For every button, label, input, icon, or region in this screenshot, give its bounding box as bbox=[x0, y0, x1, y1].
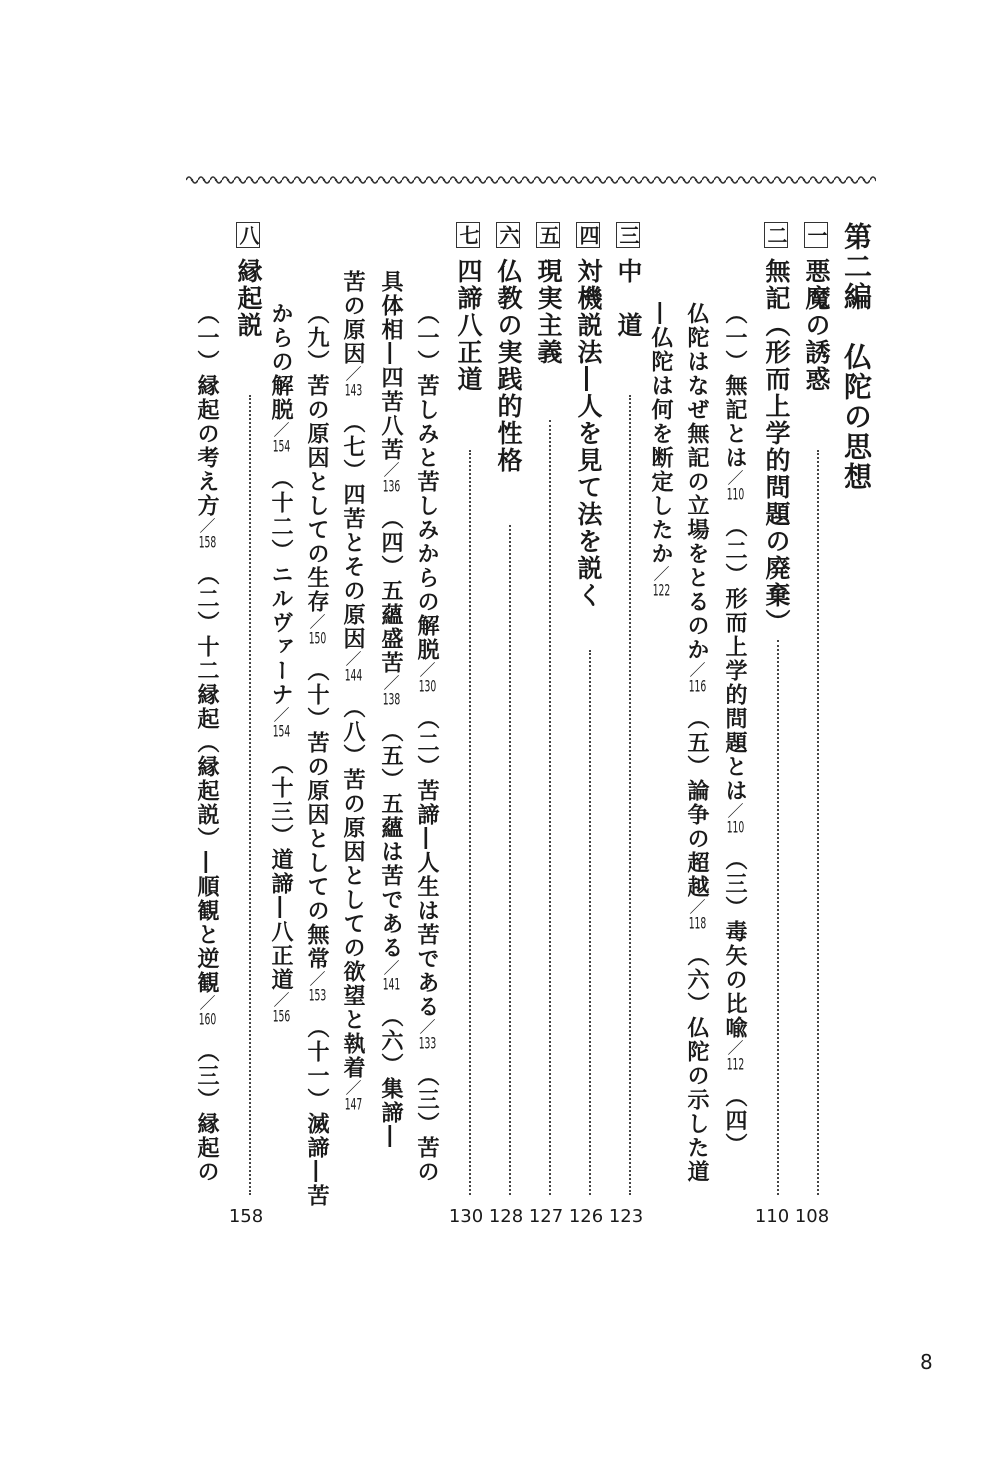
chapter-number: 七 bbox=[456, 222, 480, 248]
chapter-3[interactable] bbox=[616, 222, 641, 339]
page-number: 158 bbox=[228, 1206, 264, 1227]
chapter-title: 仏教の実践的性格 bbox=[494, 258, 523, 474]
subentry-line: 仏陀はなぜ無記の立場をとるのか／116 （五）論争の超越／118 （六）仏陀の示した道 bbox=[684, 302, 710, 1184]
page-number: 123 bbox=[608, 1206, 644, 1227]
decorative-border bbox=[186, 172, 876, 188]
chapter-title: 対機説法―人を見て法を説く bbox=[574, 258, 603, 609]
chapter-number: 八 bbox=[236, 222, 260, 248]
leader-dots bbox=[777, 640, 779, 1195]
chapter-title: 悪魔の誘惑 bbox=[802, 258, 831, 393]
leader-dots bbox=[549, 420, 551, 1195]
chapter-1[interactable] bbox=[804, 222, 829, 393]
chapter-number: 四 bbox=[576, 222, 600, 248]
chapter-8[interactable] bbox=[236, 222, 261, 339]
subentry-line: （九）苦の原因としての生存／150 （十）苦の原因としての無常／153 （十一）滅諦―苦 bbox=[304, 302, 330, 1208]
leader-dots bbox=[509, 525, 511, 1195]
subentry-line: ―仏陀は何を断定したか／122 bbox=[648, 302, 674, 598]
chapter-title: 縁起説 bbox=[234, 258, 263, 339]
page-number: 126 bbox=[568, 1206, 604, 1227]
subentry-line: からの解脱／154 （十二）ニルヴァーナ／154 （十三）道諦―八正道／156 bbox=[268, 302, 294, 1024]
leader-dots bbox=[629, 395, 631, 1195]
chapter-number: 一 bbox=[804, 222, 828, 248]
leader-dots bbox=[589, 650, 591, 1195]
subentry-line: 苦の原因／143 （七）四苦とその原因／144 （八）苦の原因としての欲望と執着／147 bbox=[340, 270, 366, 1112]
chapter-4[interactable] bbox=[576, 222, 601, 609]
chapter-number: 二 bbox=[764, 222, 788, 248]
leader-dots bbox=[817, 450, 819, 1195]
chapter-number: 六 bbox=[496, 222, 520, 248]
folio: 8 bbox=[920, 1350, 933, 1374]
chapter-title: 現実主義 bbox=[534, 258, 563, 366]
page-number: 127 bbox=[528, 1206, 564, 1227]
page-number: 110 bbox=[754, 1206, 790, 1227]
chapter-5[interactable] bbox=[536, 222, 561, 366]
page-number: 130 bbox=[448, 1206, 484, 1227]
chapter-number: 五 bbox=[536, 222, 560, 248]
leader-dots bbox=[249, 395, 251, 1195]
chapter-number: 三 bbox=[616, 222, 640, 248]
chapter-2[interactable] bbox=[764, 222, 789, 636]
subentry-line: 具体相―四苦八苦／136 （四）五蘊盛苦／138 （五）五蘊は苦である／141 （六）集諦― bbox=[378, 270, 404, 1149]
subentry-line: （一）縁起の考え方／158 （二）十二縁起（縁起説）―順観と逆観／160 （三）縁起の bbox=[194, 302, 220, 1184]
chapter-title: 中 道 bbox=[614, 258, 643, 339]
subentry-line: （一）苦しみと苦しみからの解脱／130 （二）苦諦―人生は苦である／133 （三）苦の bbox=[414, 302, 440, 1184]
chapter-title: 四諦八正道 bbox=[454, 258, 483, 393]
chapter-title: 無記（形而上学的問題の廃棄） bbox=[762, 258, 791, 636]
page-number: 108 bbox=[794, 1206, 830, 1227]
leader-dots bbox=[469, 450, 471, 1195]
page-number: 128 bbox=[488, 1206, 524, 1227]
chapter-6[interactable] bbox=[496, 222, 521, 474]
part-title: 第二編 仏陀の思想 bbox=[840, 222, 873, 492]
subentry-line: （一）無記とは／110 （二）形而上学的問題とは／110 （三）毒矢の比喩／112 （四） bbox=[722, 302, 748, 1157]
chapter-7[interactable] bbox=[456, 222, 481, 393]
